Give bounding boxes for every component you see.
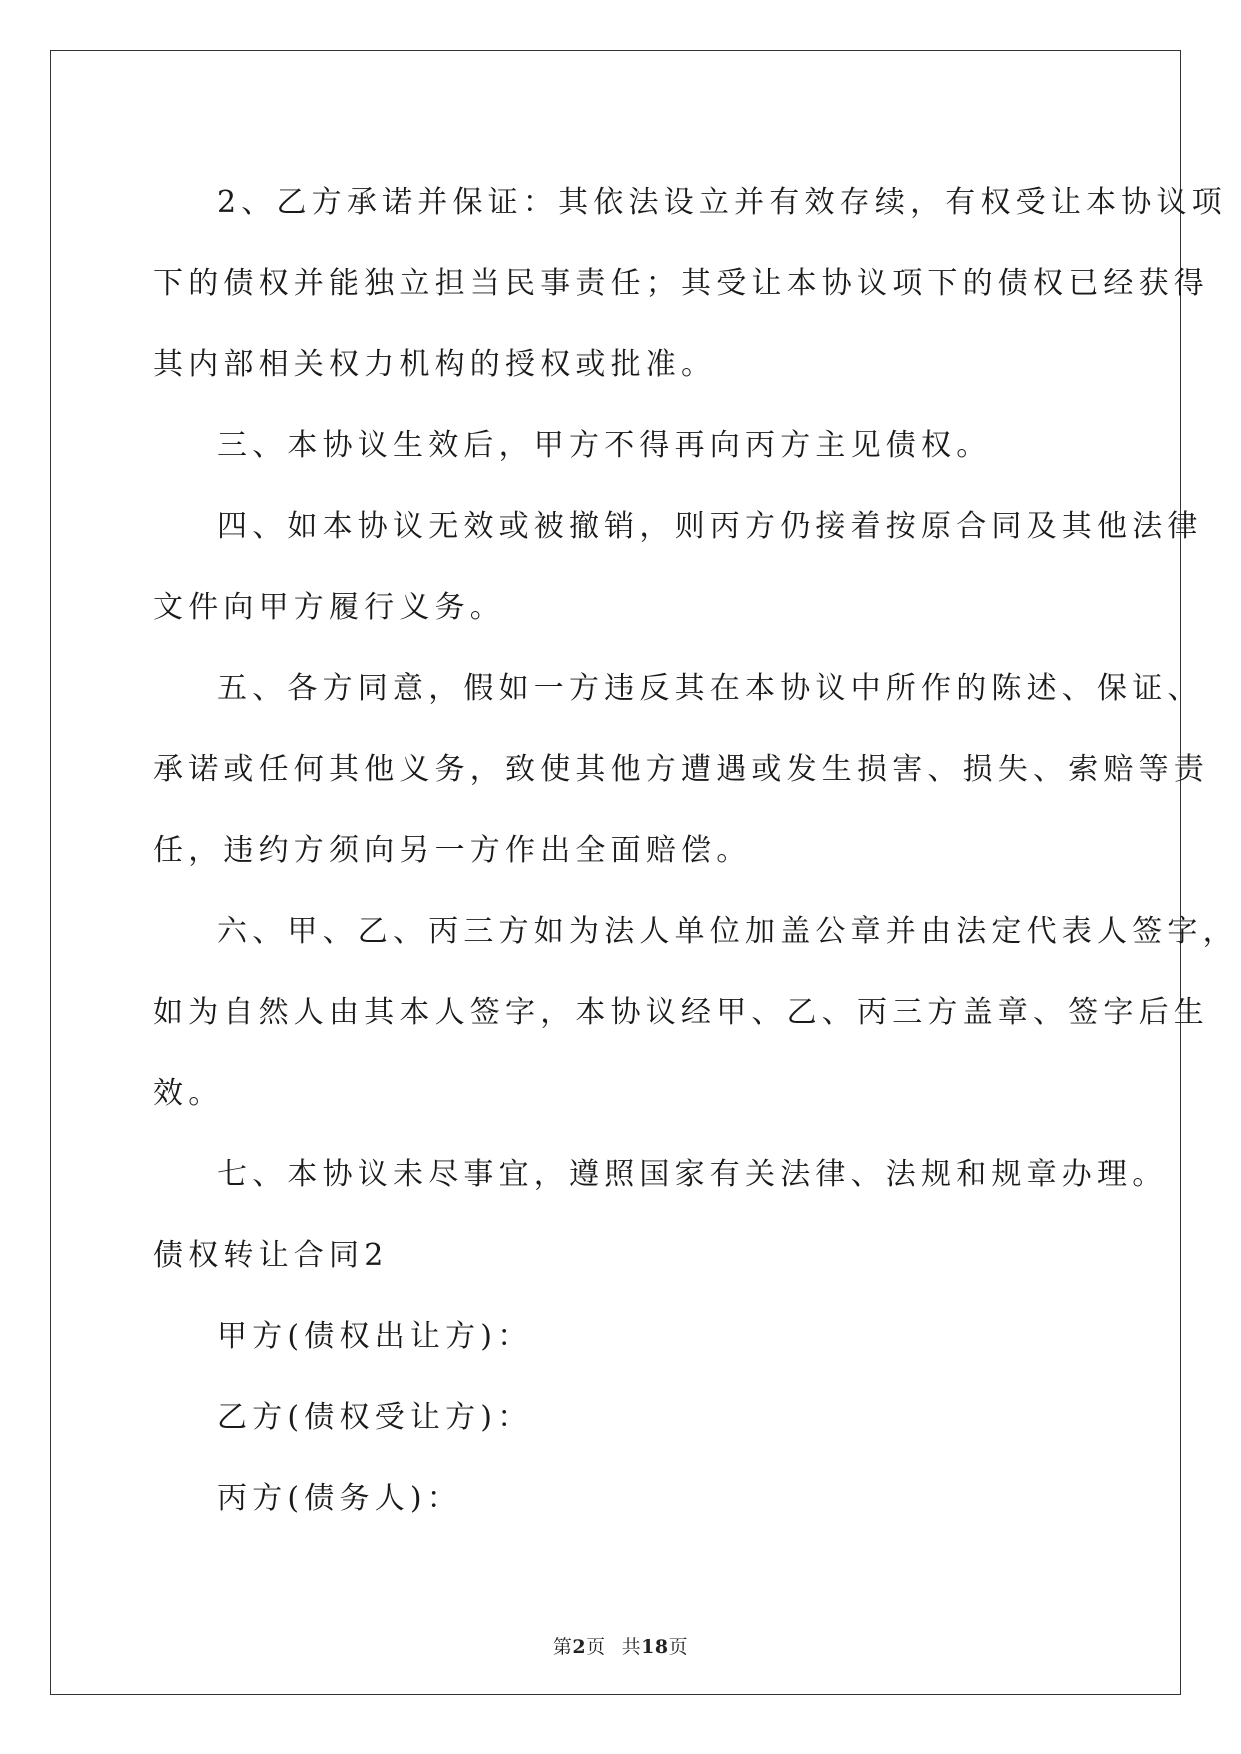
footer-total-pages: 18	[641, 1636, 669, 1658]
paragraph-line: 七、本协议未尽事宜，遵照国家有关法律、法规和规章办理。	[217, 1157, 1168, 1192]
footer-prefix: 第	[552, 1636, 573, 1658]
document-body	[153, 162, 1238, 1539]
paragraph-line: 如为自然人由其本人签字，本协议经甲、乙、丙三方盖章、签字后生	[153, 995, 1209, 1030]
paragraph-line: 三、本协议生效后，甲方不得再向丙方主见债权。	[217, 428, 992, 463]
paragraph-line: 五、各方同意，假如一方违反其在本协议中所作的陈述、保证、	[217, 671, 1203, 706]
paragraph-line: 承诺或任何其他义务，致使其他方遭遇或发生损害、损失、索赔等责	[153, 752, 1209, 787]
footer-total-unit: 页	[668, 1636, 689, 1658]
footer-page-number: 2	[572, 1636, 587, 1658]
party-a-line: 甲方(债权出让方)：	[217, 1319, 533, 1354]
paragraph-line: 四、如本协议无效或被撤销，则丙方仍接着按原合同及其他法律	[217, 509, 1203, 544]
paragraph-line: 其内部相关权力机构的授权或批准。	[153, 347, 717, 382]
section-title: 债权转让合同2	[153, 1238, 389, 1273]
paragraph-line: 2、乙方承诺并保证：其依法设立并有效存续，有权受让本协议项	[217, 185, 1227, 220]
paragraph-line: 文件向甲方履行义务。	[153, 590, 505, 625]
paragraph-line: 效。	[153, 1076, 224, 1111]
paragraph-line: 六、甲、乙、丙三方如为法人单位加盖公章并由法定代表人签字，	[217, 914, 1238, 949]
footer-total-prefix: 共	[621, 1636, 642, 1658]
party-b-line: 乙方(债权受让方)：	[217, 1400, 533, 1435]
page-footer	[0, 1632, 1241, 1659]
paragraph-line: 任，违约方须向另一方作出全面赔偿。	[153, 833, 752, 868]
paragraph-line: 下的债权并能独立担当民事责任；其受让本协议项下的债权已经获得	[153, 266, 1209, 301]
party-c-line: 丙方(债务人)：	[217, 1481, 463, 1516]
footer-page-unit: 页	[586, 1636, 606, 1658]
